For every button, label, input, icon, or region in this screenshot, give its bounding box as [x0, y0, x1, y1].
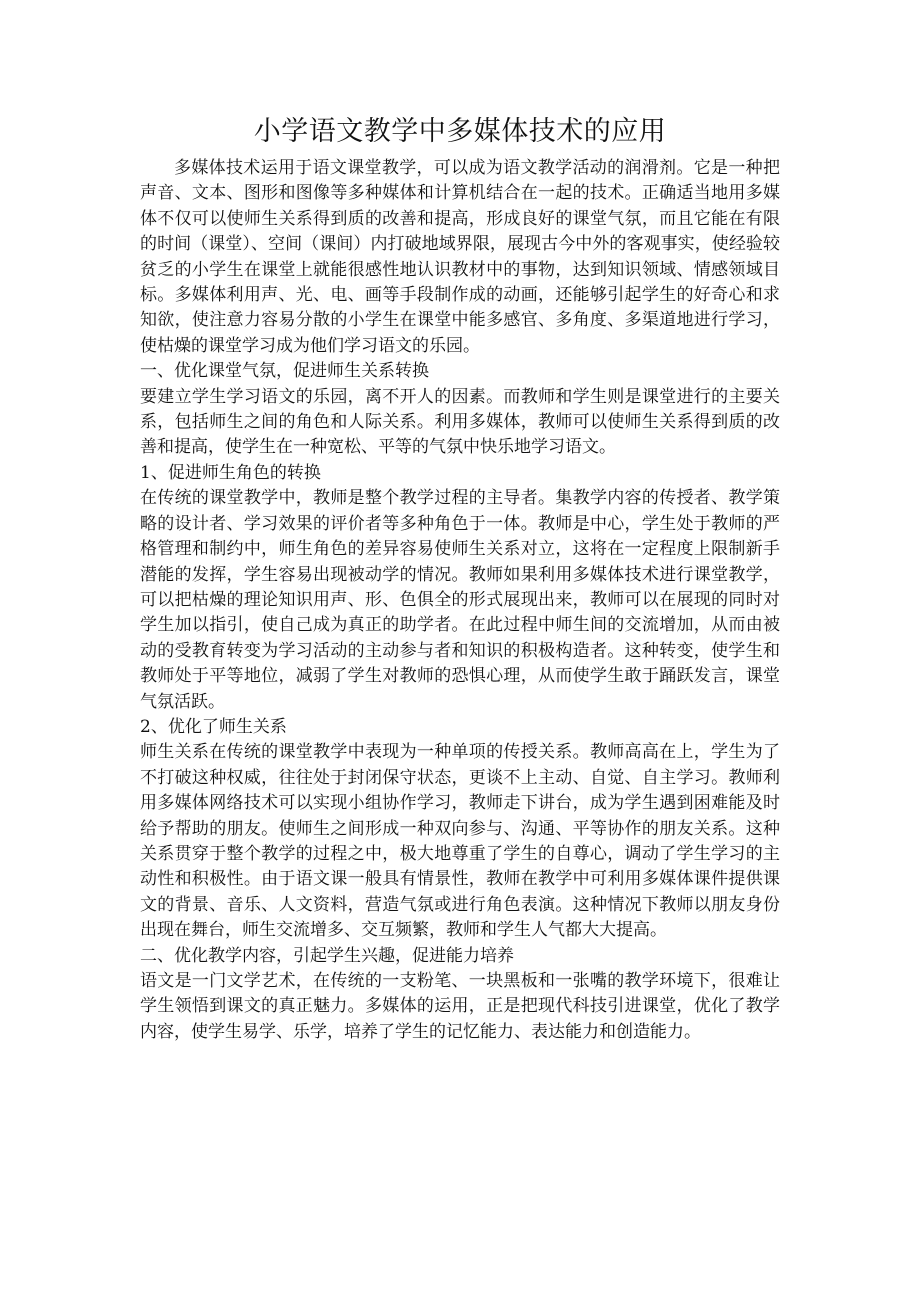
subsection1-paragraph: 在传统的课堂教学中，教师是整个教学过程的主导者。集教学内容的传授者、教学策略的设计者、学习效果的评价者等多种角色于一体。教师是中心，学生处于教师的严格管理和制约中，师生角色的差异容易使师生关系对立，这将在一定程度上限制新手潜能的发挥，学生容易出现被动学的情况。教师如果利用多媒体技术进行课堂教学，可以把枯燥的理论知识用声、形、色俱全的形式展现出来，教师可以在展现的同时对学生加以指引，使自己成为真正的助学者。在此过程中师生间的交流增加，从而由被动的受教育转变为学习活动的主动参与者和知识的积极构造者。这种转变，使学生和教师处于平等地位，减弱了学生对教师的恐惧心理，从而使学生敢于踊跃发言，课堂气氛活跃。: [140, 488, 780, 712]
subsection1-heading: 1、促进师生角色的转换: [140, 462, 321, 483]
subsection2-paragraph: 师生关系在传统的课堂教学中表现为一种单项的传授关系。教师高高在上，学生为了不打破这种权威，往往处于封闭保守状态，更谈不上主动、自觉、自主学习。教师利用多媒体网络技术可以实现小组协作学习，教师走下讲台，成为学生遇到困难能及时给予帮助的朋友。使师生之间形成一种双向参与、沟通、平等协作的朋友关系。这种关系贯穿于整个教学的过程之中，极大地尊重了学生的自尊心，调动了学生学习的主动性和积极性。由于语文课一般具有情景性，教师在教学中可利用多媒体课件提供课文的背景、音乐、人文资料，营造气氛或进行角色表演。这种情况下教师以朋友身份出现在舞台，师生交流增多、交互频繁，教师和学生人气都大大提高。: [140, 742, 780, 941]
section1-heading: 一、优化课堂气氛，促进师生关系转换: [140, 361, 429, 382]
document-page: [140, 112, 780, 1045]
document-title: 小学语文教学中多媒体技术的应用: [253, 116, 667, 147]
section2-heading: 二、优化教学内容，引起学生兴趣，促进能力培养: [140, 945, 514, 966]
subsection2-heading: 2、优化了师生关系: [140, 716, 287, 737]
intro-paragraph: 多媒体技术运用于语文课堂教学，可以成为语文教学活动的润滑剂。它是一种把声音、文本、图形和图像等多种媒体和计算机结合在一起的技术。正确适当地用多媒体不仅可以使师生关系得到质的改善和提高，形成良好的课堂气氛，而且它能在有限的时间（课堂）、空间（课间）内打破地域界限，展现古今中外的客观事实，使经验较贫乏的小学生在课堂上就能很感性地认识教材中的事物，达到知识领域、情感领域目标。多媒体利用声、光、电、画等手段制作成的动画，还能够引起学生的好奇心和求知欲，使注意力容易分散的小学生在课堂中能多感官、多角度、多渠道地进行学习，使枯燥的课堂学习成为他们学习语文的乐园。: [140, 158, 780, 356]
section2-paragraph: 语文是一门文学艺术，在传统的一支粉笔、一块黑板和一张嘴的教学环境下，很难让学生领悟到课文的真正魅力。多媒体的运用，正是把现代科技引进课堂，优化了教学内容，使学生易学、乐学，培养了学生的记忆能力、表达能力和创造能力。: [140, 971, 780, 1042]
section1-paragraph: 要建立学生学习语文的乐园，离不开人的因素。而教师和学生则是课堂进行的主要关系，包括师生之间的角色和人际关系。利用多媒体，教师可以使师生关系得到质的改善和提高，使学生在一种宽松、平等的气氛中快乐地学习语文。: [140, 386, 780, 458]
